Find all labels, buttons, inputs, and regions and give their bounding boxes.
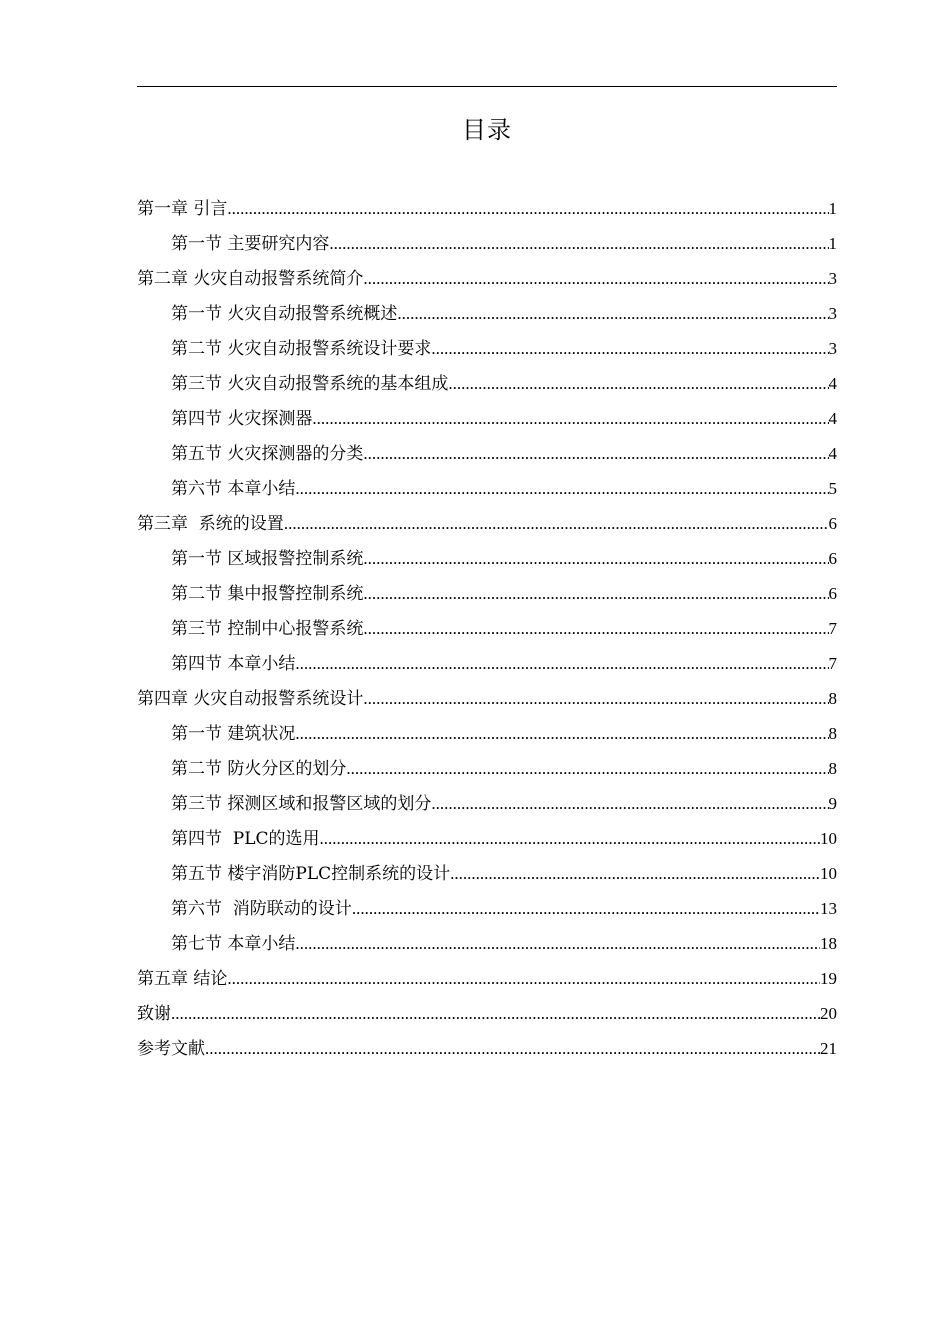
- toc-chapter-entry[interactable]: [137, 506, 837, 541]
- toc-dot-leader: [352, 891, 820, 926]
- toc-page-number: 7: [828, 619, 837, 638]
- toc-dot-leader: [363, 681, 828, 716]
- toc-entry-label: 参考文献: [137, 1039, 205, 1059]
- toc-dot-leader: [450, 856, 820, 891]
- toc-entry-label: 第五节 火灾探测器的分类: [171, 444, 364, 464]
- header-rule: [137, 86, 837, 87]
- toc-chapter-entry[interactable]: [137, 1031, 837, 1066]
- toc-dot-leader: [363, 541, 828, 576]
- toc-dot-leader: [363, 611, 828, 646]
- toc-dot-leader: [295, 471, 828, 506]
- toc-section-entry[interactable]: [137, 611, 837, 646]
- toc-dot-leader: [329, 226, 828, 261]
- toc-chapter-entry[interactable]: [137, 961, 837, 996]
- toc-entry-label: 第六节 消防联动的设计: [171, 899, 352, 919]
- toc-chapter-entry[interactable]: [137, 261, 837, 296]
- toc-entry-label: 第一节 主要研究内容: [171, 234, 330, 254]
- toc-entry-label: 第二节 集中报警控制系统: [171, 584, 364, 604]
- toc-dot-leader: [431, 331, 828, 366]
- toc-dot-leader: [363, 261, 828, 296]
- toc-dot-leader: [346, 751, 828, 786]
- toc-title: 目录: [462, 116, 512, 144]
- toc-entry-label: 第四节 火灾探测器: [171, 409, 313, 429]
- toc-section-entry[interactable]: [137, 891, 837, 926]
- toc-dot-leader: [171, 996, 820, 1031]
- toc-page-number: 3: [828, 339, 837, 358]
- toc-page-number: 10: [820, 829, 837, 848]
- toc-section-entry[interactable]: [137, 436, 837, 471]
- toc-section-entry[interactable]: [137, 296, 837, 331]
- toc-entry-label: 第二节 防火分区的划分: [171, 759, 347, 779]
- toc-page-number: 13: [820, 899, 837, 918]
- toc-entry-label: 第二节 火灾自动报警系统设计要求: [171, 339, 432, 359]
- toc-entry-label: 第一节 建筑状况: [171, 724, 296, 744]
- toc-page-number: 3: [828, 269, 837, 288]
- toc-section-entry[interactable]: [137, 541, 837, 576]
- toc-page-number: 9: [828, 794, 837, 813]
- toc-page-number: 8: [828, 724, 837, 743]
- toc-page-number: 20: [820, 1004, 837, 1023]
- toc-page-number: 4: [828, 409, 837, 428]
- toc-page-number: 6: [828, 514, 837, 533]
- toc-dot-leader: [205, 1031, 820, 1066]
- toc-section-entry[interactable]: [137, 716, 837, 751]
- toc-page-number: 19: [820, 969, 837, 988]
- toc-dot-leader: [295, 926, 820, 961]
- toc-page-number: 10: [820, 864, 837, 883]
- toc-section-entry[interactable]: [137, 226, 837, 261]
- toc-dot-leader: [397, 296, 828, 331]
- toc-page-number: 8: [828, 689, 837, 708]
- toc-entry-label: 第三节 火灾自动报警系统的基本组成: [171, 374, 449, 394]
- toc-dot-leader: [227, 961, 820, 996]
- toc-section-entry[interactable]: [137, 366, 837, 401]
- toc-section-entry[interactable]: [137, 576, 837, 611]
- toc-entry-label: 第二章 火灾自动报警系统简介: [137, 269, 364, 289]
- toc-dot-leader: [448, 366, 828, 401]
- toc-entry-label: 第五章 结论: [137, 969, 228, 989]
- toc-entry-label: 第三章 系统的设置: [137, 514, 284, 534]
- toc-section-entry[interactable]: [137, 646, 837, 681]
- toc-page-number: 7: [828, 654, 837, 673]
- toc-dot-leader: [431, 786, 828, 821]
- toc-page-number: 4: [828, 374, 837, 393]
- toc-entry-label: 第五节 楼宇消防PLC控制系统的设计: [171, 864, 451, 884]
- toc-entry-label: 第四节 本章小结: [171, 654, 296, 674]
- toc-section-entry[interactable]: [137, 471, 837, 506]
- toc-entry-label: 第四章 火灾自动报警系统设计: [137, 689, 364, 709]
- toc-section-entry[interactable]: [137, 786, 837, 821]
- toc-page-number: 21: [820, 1039, 837, 1058]
- toc-page-number: 6: [828, 549, 837, 568]
- toc-dot-leader: [295, 646, 828, 681]
- toc-page-number: 8: [828, 759, 837, 778]
- toc-section-entry[interactable]: [137, 331, 837, 366]
- table-of-contents: [137, 191, 837, 1066]
- toc-section-entry[interactable]: [137, 926, 837, 961]
- toc-chapter-entry[interactable]: [137, 681, 837, 716]
- toc-page-number: 6: [828, 584, 837, 603]
- toc-page-number: 4: [828, 444, 837, 463]
- toc-entry-label: 第三节 控制中心报警系统: [171, 619, 364, 639]
- toc-entry-label: 致谢: [137, 1004, 171, 1024]
- toc-dot-leader: [363, 436, 828, 471]
- toc-dot-leader: [295, 716, 828, 751]
- toc-dot-leader: [284, 506, 829, 541]
- toc-dot-leader: [363, 576, 828, 611]
- toc-entry-label: 第四节 PLC的选用: [171, 829, 320, 849]
- toc-page-number: 1: [828, 234, 837, 253]
- toc-chapter-entry[interactable]: [137, 996, 837, 1031]
- toc-section-entry[interactable]: [137, 856, 837, 891]
- toc-page-number: 18: [820, 934, 837, 953]
- toc-entry-label: 第三节 探测区域和报警区域的划分: [171, 794, 432, 814]
- toc-section-entry[interactable]: [137, 401, 837, 436]
- toc-page-number: 3: [828, 304, 837, 323]
- toc-dot-leader: [312, 401, 828, 436]
- toc-dot-leader: [320, 821, 820, 856]
- toc-entry-label: 第一节 火灾自动报警系统概述: [171, 304, 398, 324]
- toc-chapter-entry[interactable]: [137, 191, 837, 226]
- toc-entry-label: 第一章 引言: [137, 199, 228, 219]
- toc-section-entry[interactable]: [137, 821, 837, 856]
- toc-page-number: 1: [828, 199, 837, 218]
- toc-section-entry[interactable]: [137, 751, 837, 786]
- toc-entry-label: 第一节 区域报警控制系统: [171, 549, 364, 569]
- toc-entry-label: 第七节 本章小结: [171, 934, 296, 954]
- toc-dot-leader: [227, 191, 828, 226]
- toc-page-number: 5: [828, 479, 837, 498]
- toc-entry-label: 第六节 本章小结: [171, 479, 296, 499]
